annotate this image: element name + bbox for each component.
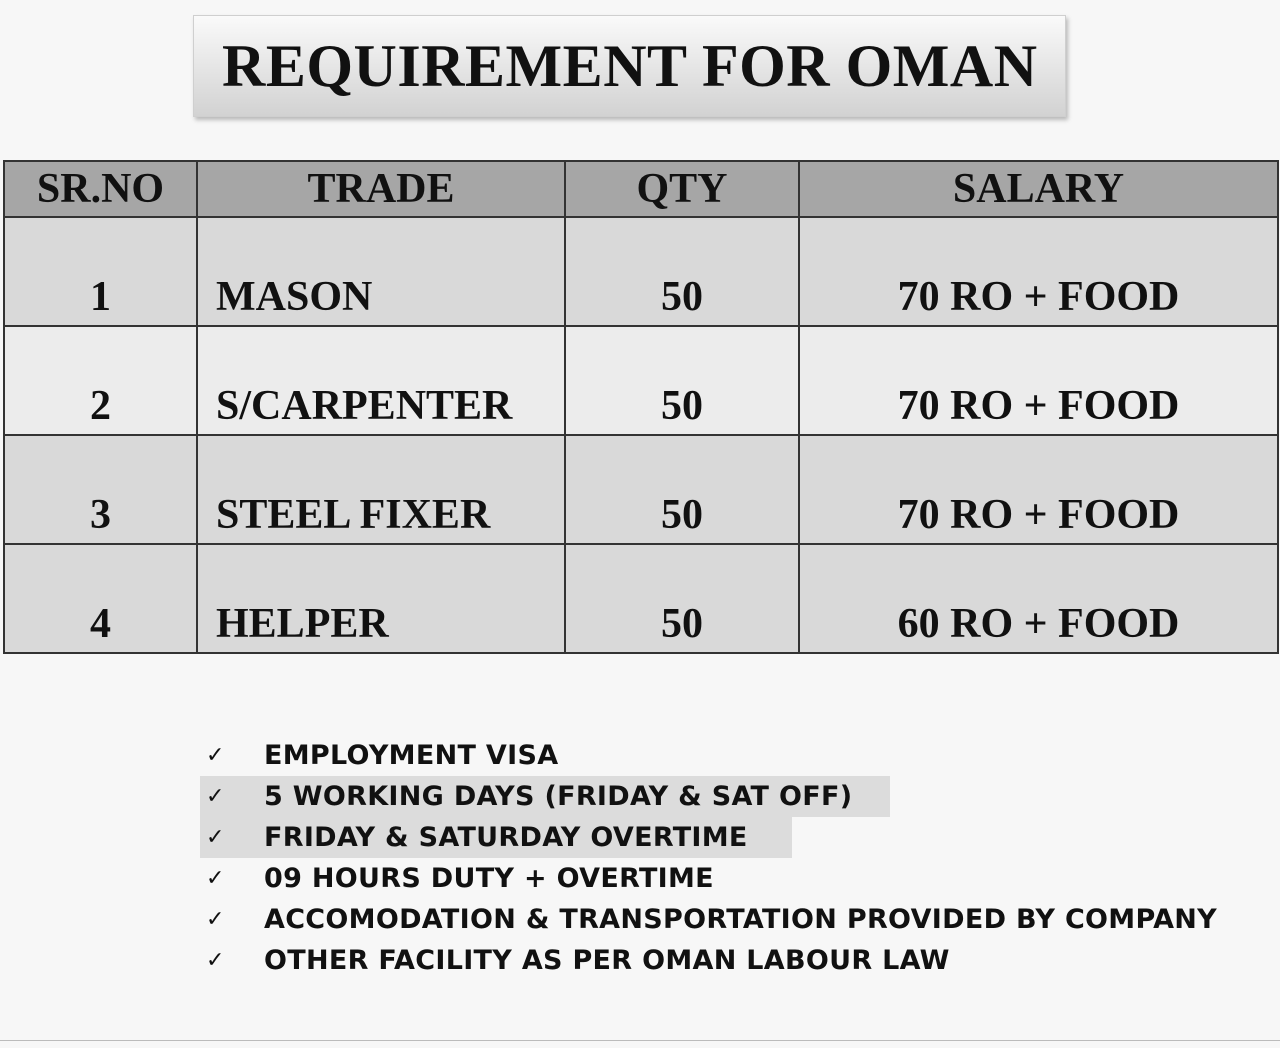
title-banner [193, 15, 1066, 117]
cell-salary: 70 RO + FOOD [799, 326, 1278, 435]
header-qty: QTY [565, 161, 799, 217]
check-icon: ✓ [206, 784, 225, 809]
check-icon: ✓ [206, 866, 225, 891]
table-row [4, 217, 1278, 326]
table-row [4, 435, 1278, 544]
benefit-text: ACCOMODATION & TRANSPORTATION PROVIDED BY COMPANY [264, 904, 1218, 935]
list-item [200, 940, 1260, 981]
header-salary: SALARY [799, 161, 1278, 217]
cell-qty: 50 [565, 544, 799, 653]
list-item [200, 817, 792, 858]
check-icon: ✓ [206, 907, 225, 932]
cell-sr-no: 3 [4, 435, 197, 544]
check-icon: ✓ [206, 743, 225, 768]
bottom-divider [0, 1040, 1280, 1041]
cell-trade: HELPER [197, 544, 565, 653]
cell-sr-no: 2 [4, 326, 197, 435]
list-item [200, 735, 1260, 776]
benefit-text: OTHER FACILITY AS PER OMAN LABOUR LAW [264, 945, 950, 976]
cell-qty: 50 [565, 435, 799, 544]
cell-sr-no: 4 [4, 544, 197, 653]
header-trade: TRADE [197, 161, 565, 217]
benefit-text: EMPLOYMENT VISA [264, 740, 559, 771]
cell-trade: STEEL FIXER [197, 435, 565, 544]
page-title: REQUIREMENT FOR OMAN [222, 33, 1038, 99]
benefit-text: 09 HOURS DUTY + OVERTIME [264, 863, 714, 894]
header-sr-no: SR.NO [4, 161, 197, 217]
benefit-text: 5 WORKING DAYS (FRIDAY & SAT OFF) [264, 781, 853, 812]
check-icon: ✓ [206, 948, 225, 973]
list-item [200, 858, 1260, 899]
list-item [200, 899, 1260, 940]
requirements-table [3, 160, 1279, 654]
benefits-list [200, 735, 1260, 981]
cell-qty: 50 [565, 217, 799, 326]
cell-qty: 50 [565, 326, 799, 435]
cell-salary: 70 RO + FOOD [799, 217, 1278, 326]
cell-trade: MASON [197, 217, 565, 326]
cell-sr-no: 1 [4, 217, 197, 326]
table-row [4, 544, 1278, 653]
table-header-row [4, 161, 1278, 217]
check-icon: ✓ [206, 825, 225, 850]
cell-salary: 60 RO + FOOD [799, 544, 1278, 653]
list-item [200, 776, 890, 817]
cell-salary: 70 RO + FOOD [799, 435, 1278, 544]
table-row [4, 326, 1278, 435]
benefit-text: FRIDAY & SATURDAY OVERTIME [264, 822, 748, 853]
cell-trade: S/CARPENTER [197, 326, 565, 435]
